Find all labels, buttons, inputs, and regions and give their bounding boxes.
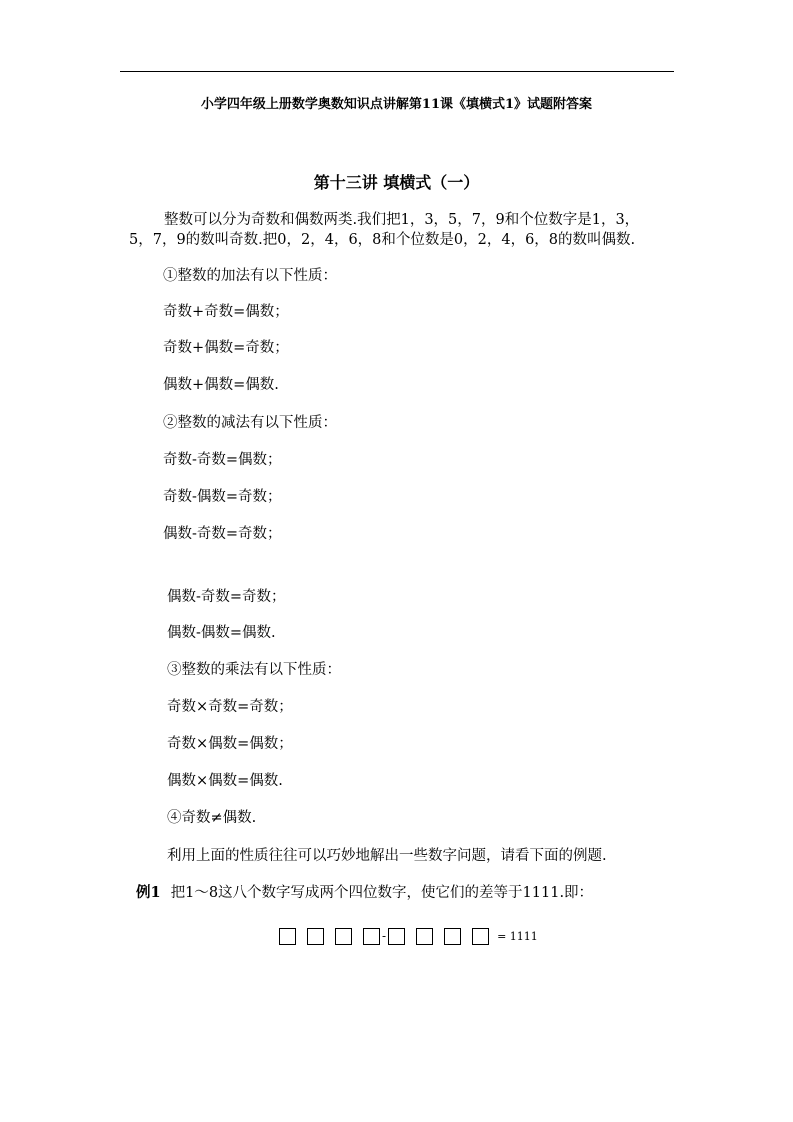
summary-text: 利用上面的性质往往可以巧妙地解出一些数字问题，请看下面的例题.: [167, 848, 607, 864]
digit-box-6[interactable]: [416, 928, 433, 945]
subtraction-rule-1: 奇数-奇数=偶数；: [163, 452, 282, 468]
subtraction-rule-5: 偶数-偶数=偶数.: [167, 625, 276, 641]
digit-box-7[interactable]: [444, 928, 461, 945]
subtraction-rule-3: 偶数-奇数=奇数；: [163, 526, 282, 542]
digit-box-1[interactable]: [279, 928, 296, 945]
intro-line-2: 5，7，9的数叫奇数.把0，2，4，6，8和个位数是0，2，4，6，8的数叫偶数.: [129, 232, 636, 248]
addition-rule-3: 偶数+偶数=偶数.: [163, 377, 279, 393]
minus-sign: -: [382, 928, 387, 943]
digit-box-4[interactable]: [363, 928, 380, 945]
multiplication-rule-1: 奇数×奇数=奇数；: [167, 699, 293, 715]
document-header-title: 小学四年级上册数学奥数知识点讲解第11课《填横式1》试题附答案: [200, 97, 593, 112]
multiplication-rule-2: 奇数×偶数=偶数；: [167, 736, 293, 752]
addition-rule-1: 奇数+奇数=偶数；: [163, 304, 289, 320]
subtraction-rule-4: 偶数-奇数=奇数；: [167, 589, 286, 605]
digit-box-3[interactable]: [335, 928, 352, 945]
multiplication-rule-3: 偶数×偶数=偶数.: [167, 773, 283, 789]
header-rule: [120, 71, 674, 72]
example-1: [136, 883, 593, 903]
addition-heading: ①整数的加法有以下性质：: [163, 268, 337, 284]
digit-box-5[interactable]: [388, 928, 405, 945]
equation-row: [279, 926, 538, 946]
multiplication-heading: ③整数的乘法有以下性质：: [167, 662, 341, 678]
lesson-title: 第十三讲 填横式（一）: [313, 173, 480, 192]
subtraction-heading: ②整数的减法有以下性质：: [163, 415, 337, 431]
example-text: 把1～8这八个数字写成两个四位数字，使它们的差等于1111.即：: [170, 885, 594, 901]
addition-rule-2: 奇数+偶数=奇数；: [163, 340, 289, 356]
equation-result: = 1111: [497, 929, 538, 943]
inequality-rule: ④奇数≠偶数.: [167, 810, 257, 826]
subtraction-rule-2: 奇数-偶数=奇数；: [163, 489, 282, 505]
example-label: 例1: [136, 884, 161, 901]
intro-line-1: 整数可以分为奇数和偶数两类.我们把1，3，5，7，9和个位数字是1，3，: [164, 212, 640, 228]
digit-box-2[interactable]: [307, 928, 324, 945]
digit-box-8[interactable]: [472, 928, 489, 945]
